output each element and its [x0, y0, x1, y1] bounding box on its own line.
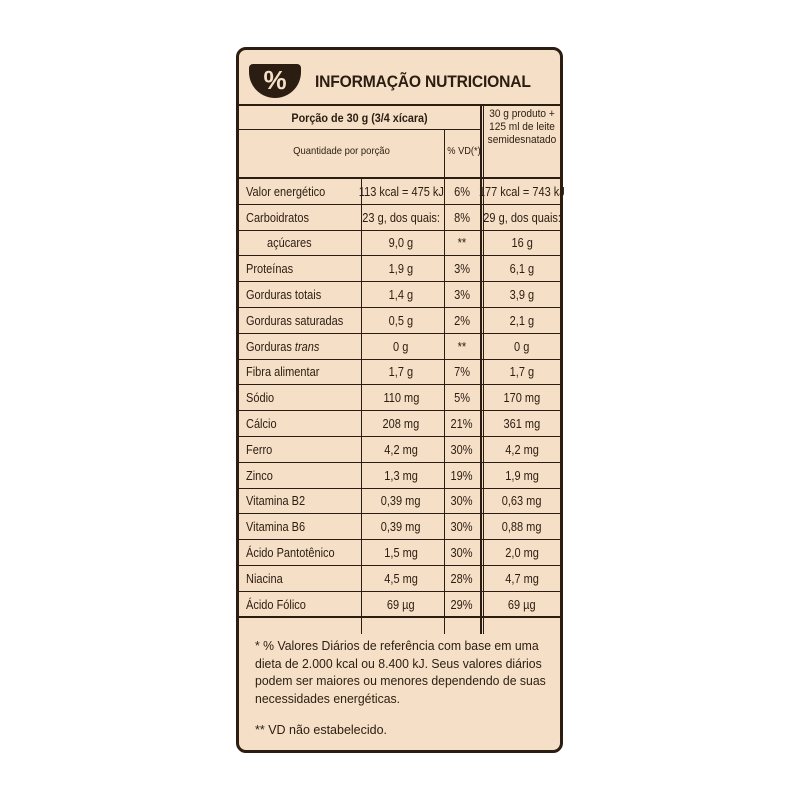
nutrient-with-milk: 6,1 g	[509, 262, 535, 277]
nutrient-vd: 30%	[450, 546, 474, 561]
nutrient-vd: 5%	[454, 391, 470, 406]
nutrient-vd: 21%	[450, 417, 474, 432]
nutrient-quantity: 0,39 mg	[381, 520, 421, 535]
nutrient-with-milk: 1,7 g	[509, 365, 535, 380]
table-row	[239, 385, 560, 411]
nutrient-name: Ácido Pantotênico	[246, 546, 335, 561]
nutrient-quantity: 1,5 mg	[384, 546, 418, 561]
nutrient-name: Vitamina B6	[246, 520, 306, 535]
nutrient-vd: 19%	[450, 468, 474, 483]
nutrient-with-milk: 2,0 mg	[505, 546, 539, 561]
nutrient-table	[239, 179, 565, 618]
table-row	[239, 334, 560, 360]
nutrient-with-milk: 361 mg	[503, 417, 541, 432]
quantity-heading: Quantidade por porção	[293, 145, 390, 157]
table-row	[239, 437, 560, 463]
nutrient-quantity: 0 g	[393, 339, 409, 354]
table-row	[239, 308, 560, 334]
nutrient-with-milk: 0,88 mg	[502, 520, 542, 535]
nutrient-quantity: 4,2 mg	[384, 442, 418, 457]
portion-heading: Porção de 30 g (3/4 xícara)	[291, 111, 428, 125]
nutrient-name: Fibra alimentar	[246, 365, 320, 380]
nutrient-with-milk: 3,9 g	[509, 288, 535, 303]
nutrient-quantity: 0,39 mg	[381, 494, 421, 509]
nutrient-name: Gorduras saturadas	[246, 313, 344, 328]
nutrition-facts-panel	[236, 47, 563, 753]
nutrient-vd: 7%	[454, 365, 470, 380]
nutrient-with-milk: 4,2 mg	[505, 442, 539, 457]
nutrient-vd: **	[457, 339, 467, 354]
nutrient-with-milk: 4,7 mg	[505, 571, 539, 586]
nutrient-with-milk: 29 g, dos quais:	[483, 210, 561, 225]
nutrient-vd: **	[457, 236, 467, 251]
nutrient-vd: 3%	[454, 288, 470, 303]
table-row	[239, 592, 560, 618]
nutrient-name: Zinco	[246, 468, 273, 483]
bowl-percent-icon: %	[249, 64, 301, 98]
nutrient-name: Valor energético	[246, 184, 326, 199]
nutrient-vd: 3%	[454, 262, 470, 277]
footnote-vd: ** VD não estabelecido.	[255, 723, 388, 737]
nutrient-name: Sódio	[246, 391, 275, 406]
nutrient-vd: 2%	[454, 313, 470, 328]
nutrient-quantity: 9,0 g	[388, 236, 414, 251]
nutrient-quantity: 1,4 g	[388, 288, 414, 303]
nutrient-name: Ácido Fólico	[246, 597, 306, 612]
panel-header	[239, 50, 560, 104]
table-row	[239, 282, 560, 308]
nutrient-vd: 30%	[450, 442, 474, 457]
nutrient-quantity: 1,9 g	[388, 262, 414, 277]
nutrient-vd: 30%	[450, 494, 474, 509]
nutrient-quantity: 208 mg	[382, 417, 420, 432]
table-row	[239, 566, 560, 592]
nutrient-with-milk: 1,9 mg	[505, 468, 539, 483]
nutrient-quantity: 69 µg	[387, 597, 415, 612]
nutrient-name: Gorduras totais	[246, 288, 322, 303]
divider	[239, 104, 560, 106]
table-row	[239, 179, 565, 205]
table-row	[239, 411, 560, 437]
nutrient-quantity: 0,5 g	[388, 313, 414, 328]
nutrient-with-milk: 16 g	[511, 236, 533, 251]
nutrient-name: Cálcio	[246, 417, 277, 432]
nutrient-vd: 29%	[450, 597, 474, 612]
table-row	[239, 540, 560, 566]
nutrient-quantity: 113 kcal = 475 kJ	[358, 184, 444, 199]
nutrient-with-milk: 177 kcal = 743 kJ	[479, 184, 565, 199]
nutrient-quantity: 4,5 mg	[384, 571, 418, 586]
nutrient-name: Vitamina B2	[246, 494, 306, 509]
nutrient-name: Niacina	[246, 571, 283, 586]
nutrient-with-milk: 2,1 g	[509, 313, 535, 328]
table-row	[239, 489, 560, 515]
panel-title: INFORMAÇÃO NUTRICIONAL	[315, 72, 531, 91]
nutrient-quantity: 23 g, dos quais:	[362, 210, 440, 225]
nutrient-quantity: 1,3 mg	[384, 468, 418, 483]
nutrient-with-milk: 69 µg	[508, 597, 536, 612]
nutrient-quantity: 1,7 g	[388, 365, 414, 380]
nutrient-name: açúcares	[267, 236, 312, 251]
nutrient-vd: 8%	[454, 210, 470, 225]
vd-heading: % VD(*)	[447, 145, 481, 157]
table-row	[239, 256, 560, 282]
footnote-daily-values: * % Valores Diários de referência com base em uma dieta de 2.000 kcal ou 8.400 kJ. Seus valores diários podem ser maiores ou menores dependendo de suas necessidades energéticas.	[255, 639, 546, 706]
nutrient-name: Gorduras trans	[246, 339, 320, 354]
nutrient-name: Carboidratos	[246, 210, 309, 225]
nutrient-with-milk: 0 g	[514, 339, 530, 354]
nutrient-vd: 28%	[450, 571, 474, 586]
nutrient-with-milk: 0,63 mg	[502, 494, 542, 509]
nutrient-vd: 30%	[450, 520, 474, 535]
table-row	[239, 205, 560, 231]
table-row	[239, 231, 560, 257]
nutrient-quantity: 110 mg	[383, 391, 419, 406]
table-row	[239, 514, 560, 540]
milk-column-heading: 30 g produto + 125 ml de leite semidesnatado	[487, 108, 557, 146]
nutrient-with-milk: 170 mg	[503, 391, 541, 406]
nutrient-name: Ferro	[246, 442, 273, 457]
nutrient-name: Proteínas	[246, 262, 294, 277]
table-row	[239, 360, 560, 386]
table-row	[239, 463, 560, 489]
nutrient-vd: 6%	[454, 184, 470, 199]
